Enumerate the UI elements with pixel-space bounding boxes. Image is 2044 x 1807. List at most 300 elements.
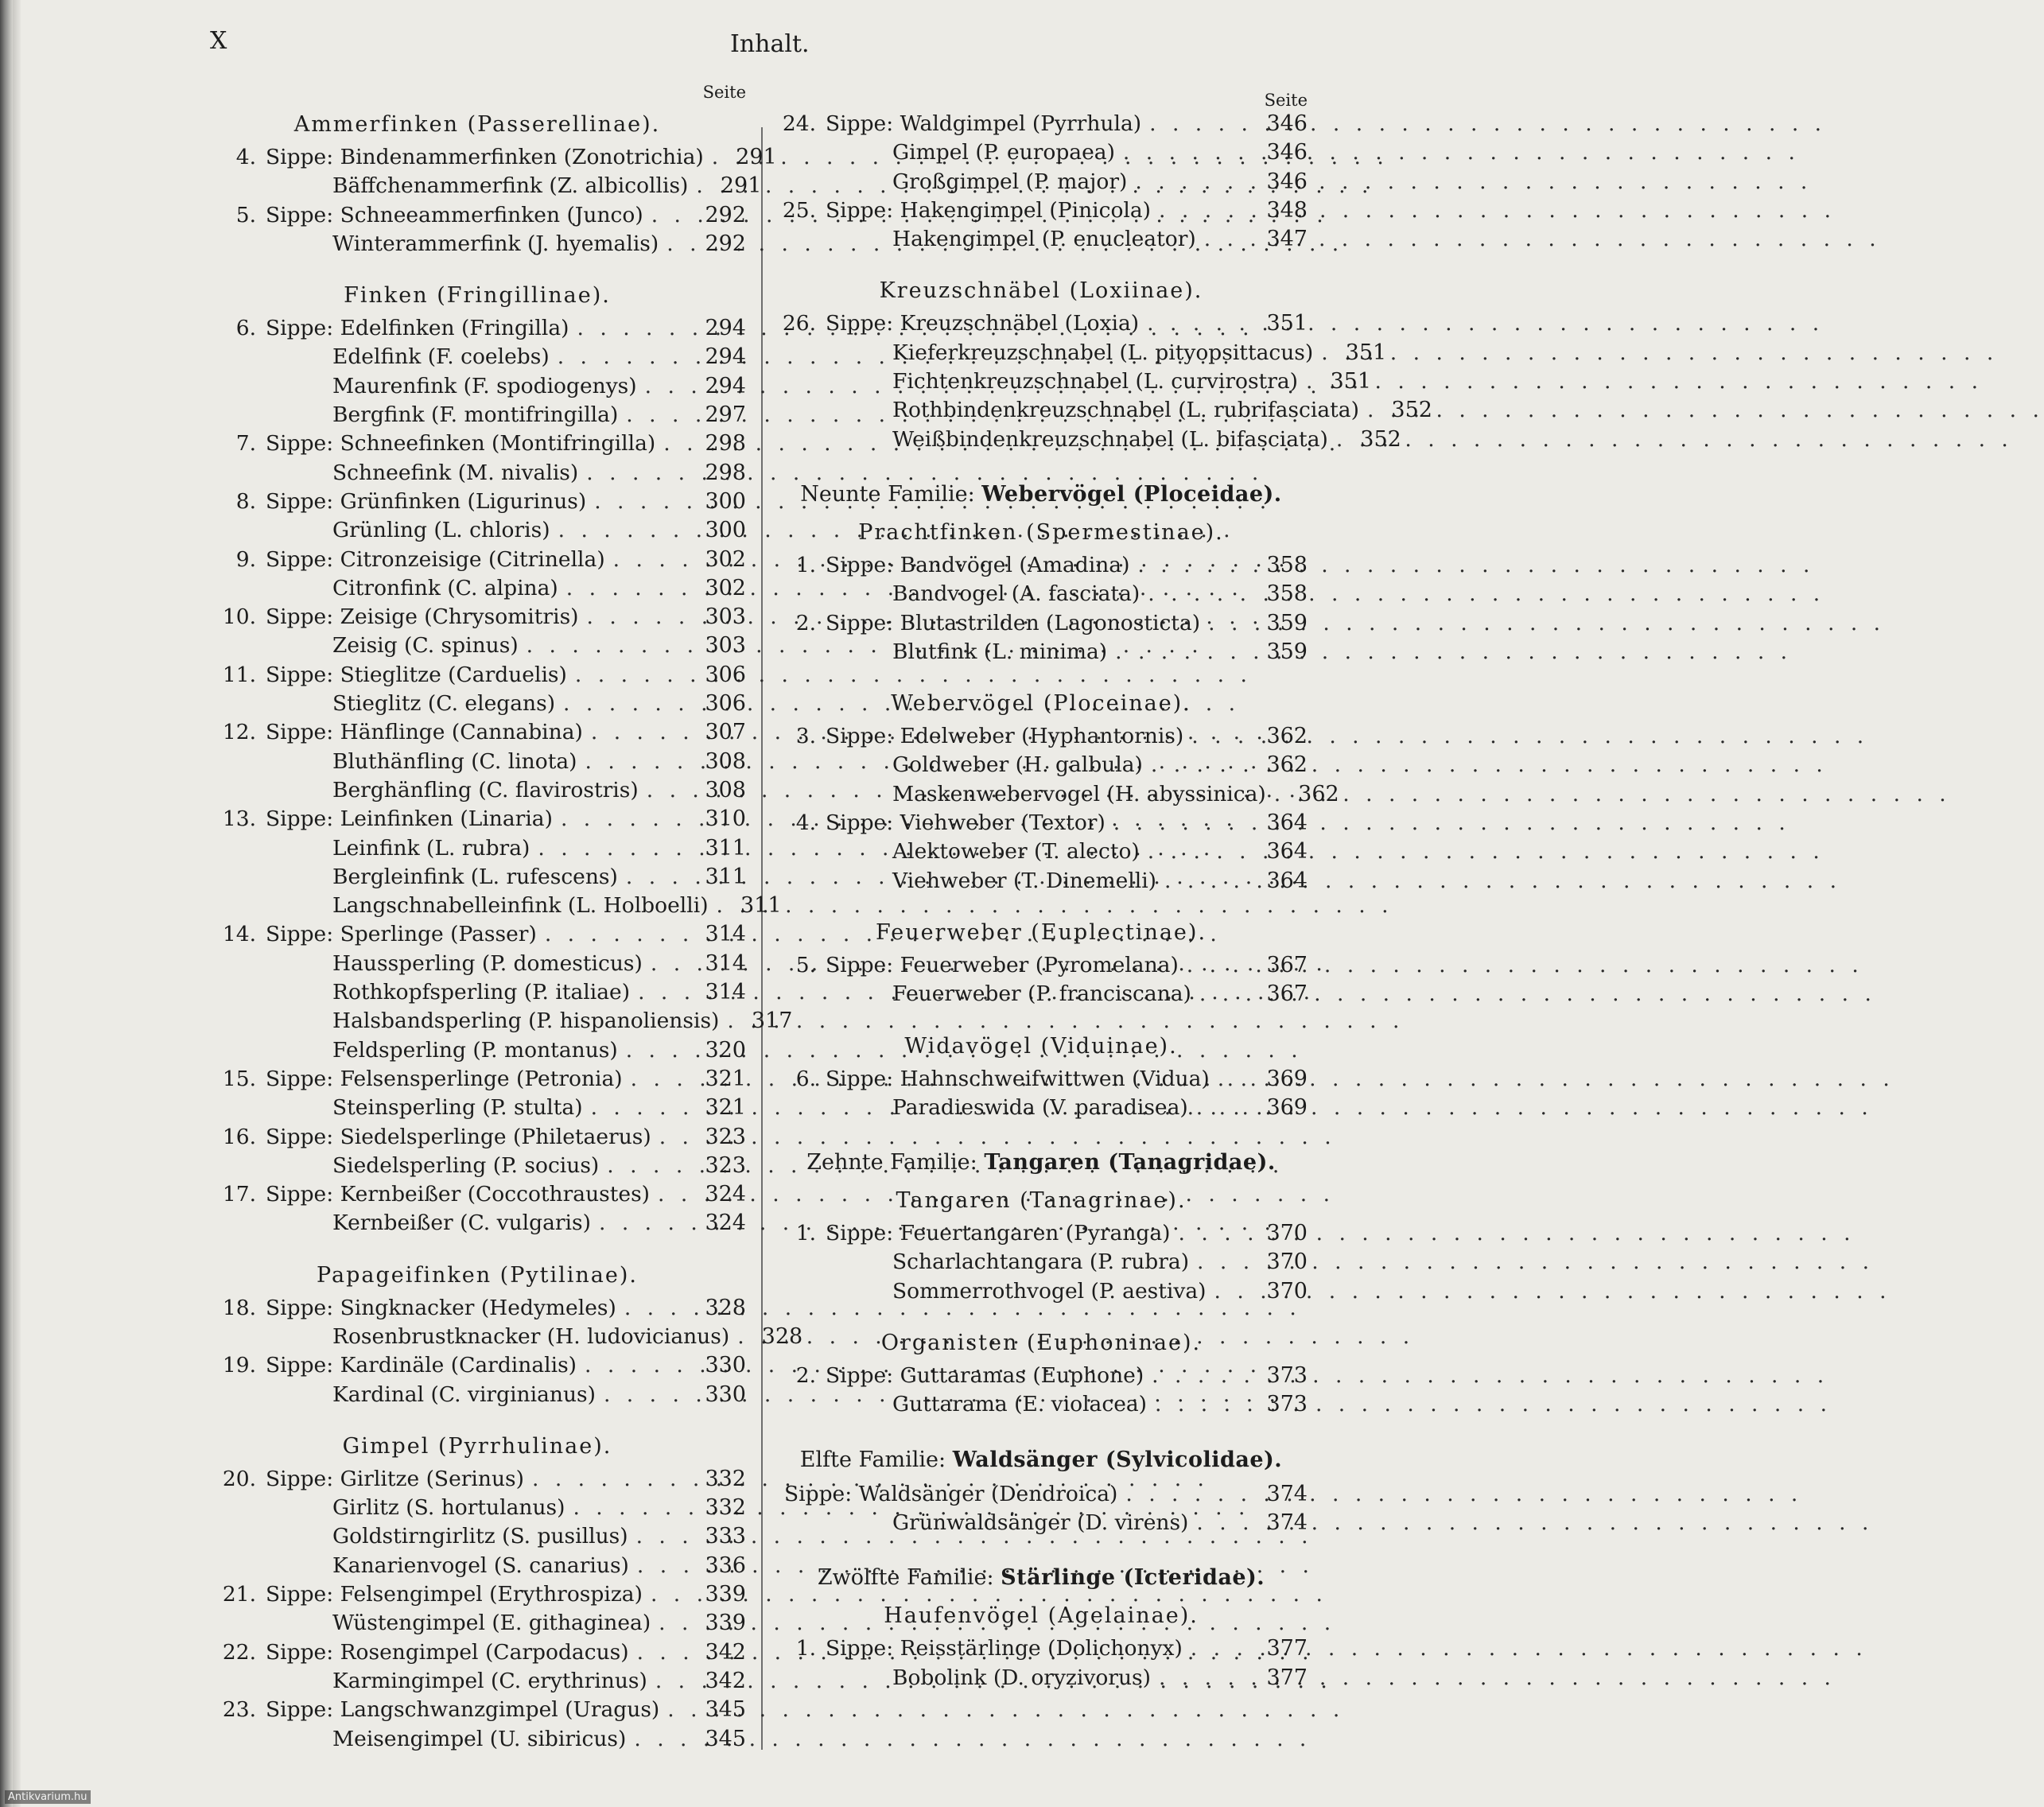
genus-entry-text: Sippe: Schneefinken (Montifringilla) [266,431,656,457]
leader-dots [1179,951,1258,980]
page-ref: 291 [736,145,777,169]
page-ref: 330 [705,1353,746,1378]
species-entry-text: Bobolink (D. oryzivorus) [892,1665,1151,1690]
leader-dots [569,314,698,343]
species-entry-text: Bergfink (F. montifringilla) [332,402,619,428]
seite-label: Seite [1264,91,1308,110]
page-ref: 339 [705,1582,746,1607]
toc-entry[interactable] [775,551,1308,580]
toc-entry[interactable] [208,1180,746,1209]
toc-entry[interactable] [775,225,1308,254]
leader-dots [550,516,697,545]
family-name: Stärlinge (Icteridae). [1001,1565,1265,1591]
leader-dots [537,920,697,949]
page-ref: 346 [1266,111,1308,136]
species-entry-text: Fichtenkreuzschnabel (L. curvirostra) [892,369,1299,394]
toc-entry[interactable] [208,1494,746,1522]
toc-entry[interactable] [775,980,1308,1008]
family-heading [775,1143,1308,1183]
page-ref: 352 [1360,426,1401,452]
toc-entry[interactable] [208,1294,746,1323]
genus-entry-text: Sippe: Rosengimpel (Carpodacus) [266,1639,629,1665]
page-ref: 321 [705,1095,746,1121]
leader-dots [1266,780,1290,809]
page-ref: 314 [705,980,746,1005]
page-ref: 342 [705,1668,746,1693]
toc-entry[interactable] [775,168,1308,196]
page-ref: 362 [1298,781,1339,806]
page-ref: 377 [1266,1665,1308,1690]
page-ref: 308 [705,777,746,802]
genus-entry-text: Sippe: Viehweber (Textor) [826,810,1106,836]
genus-entry-text: Sippe: Edelweber (Hyphantornis) [826,724,1184,749]
entry-number: 6. [235,316,256,341]
page-ref: 352 [1391,398,1432,423]
leader-dots [1313,339,1337,367]
leader-dots [1191,980,1258,1008]
entry-number: 1. [795,1636,816,1661]
leader-dots [1188,1509,1258,1537]
entry-number: 19. [222,1353,256,1378]
page-number: X [210,27,227,55]
leader-dots [1141,110,1258,138]
leader-dots [567,661,697,690]
toc-entry[interactable] [775,951,1308,980]
species-entry-text: Edelfink (F. coelebs) [332,344,550,370]
toc-entry[interactable] [775,1094,1308,1122]
toc-entry[interactable] [208,978,746,1007]
toc-entry[interactable] [208,516,746,545]
genus-entry-text: Sippe: Hahnschweifwittwen (Vidua) [826,1066,1210,1091]
genus-entry-text: Sippe: Bindenammerfinken (Zonotrichia) [266,145,704,169]
species-entry-text: Maurenfink (F. spodiogenys) [332,373,637,398]
page-ref: 367 [1266,981,1308,1007]
page-ref: 330 [705,1381,746,1407]
toc-entry[interactable] [775,580,1308,608]
leader-dots [623,1065,697,1094]
entry-number: 4. [795,810,816,836]
leader-dots [1144,1362,1258,1390]
page-ref: 377 [1266,1636,1308,1661]
page-ref: 323 [705,1124,746,1149]
leader-dots [1196,225,1258,254]
species-entry-text: Grünwaldsänger (D. virens) [892,1510,1189,1535]
species-entry-text: Berghänfling (C. flavirostris) [332,777,639,802]
page-ref: 362 [1266,724,1308,749]
toc-entry[interactable] [208,1725,746,1754]
species-entry-text: Goldstirngirlitz (S. pusillus) [332,1524,628,1549]
leader-dots [555,690,697,718]
species-entry-text: Winterammerfink (J. hyemalis) [332,231,659,256]
toc-entry[interactable] [208,805,746,834]
leader-dots [1171,1219,1258,1248]
leader-dots [626,1725,697,1754]
species-entry-text: Weißbindenkreuzschnabel (L. bifasciata) [892,426,1328,452]
watermark: Antikvarium.hu [5,1790,91,1804]
leader-dots [553,805,697,834]
toc-entry[interactable] [775,751,1308,779]
toc-entry[interactable] [775,609,1308,638]
toc-entry[interactable] [208,429,746,458]
toc-entry[interactable] [775,780,1339,809]
entry-number: 5. [795,952,816,977]
family-name: Tangaren (Tanagridae). [984,1150,1276,1176]
page-ref: 324 [705,1210,746,1236]
leader-dots [647,1667,697,1696]
species-entry-text: Feuerweber (P. franciscana) [892,981,1191,1007]
species-entry-text: Stieglitz (C. elegans) [332,691,556,717]
leader-dots [1143,751,1258,779]
toc-entry[interactable] [208,1522,746,1551]
subfamily-heading: Organisten (Euphoninae). [880,1331,1202,1356]
subfamily-heading: Feuerweber (Euplectinae). [875,919,1207,945]
toc-entry[interactable] [208,172,762,200]
toc-entry[interactable] [208,1065,746,1094]
genus-entry-text: Sippe: Felsengimpel (Erythrospiza) [266,1582,643,1607]
species-entry-text: Kardinal (C. virginianus) [332,1381,596,1407]
toc-entry[interactable] [208,343,746,371]
toc-entry[interactable] [775,1362,1308,1390]
toc-entry[interactable] [775,339,1387,367]
toc-entry[interactable] [208,459,746,488]
entry-number: 5. [235,202,256,227]
toc-entry[interactable] [775,1390,1308,1419]
entry-number: 9. [235,546,256,572]
toc-entry[interactable] [208,1609,746,1638]
leader-dots [688,172,712,200]
seite-label: Seite [702,83,746,102]
entry-number: 26. [782,311,816,336]
species-entry-text: Girlitz (S. hortulanus) [332,1495,565,1521]
leader-dots [1298,367,1322,396]
toc-entry[interactable] [208,1638,746,1667]
toc-entry[interactable] [208,834,746,863]
page-ref: 373 [1266,1363,1308,1389]
leader-dots [519,631,697,660]
page-ref: 332 [705,1466,746,1491]
page-ref: 298 [705,431,746,457]
species-entry-text: Blutfink (L. minima) [892,639,1108,664]
toc-entry[interactable] [775,1248,1308,1277]
species-entry-text: Alektoweber (T. alecto) [892,839,1140,865]
toc-entry[interactable] [775,426,1401,454]
toc-entry[interactable] [208,1667,746,1696]
species-entry-text: Leinfink (L. rubra) [332,835,530,861]
leader-dots [650,1180,697,1209]
page-ref: 346 [1266,140,1308,165]
leader-dots [583,1094,697,1122]
toc-entry[interactable] [208,1465,746,1494]
entry-number: 3. [795,724,816,749]
toc-entry[interactable] [208,776,746,805]
species-entry-text: Kieferkreuzschnabel (L. pityopsittacus) [892,340,1314,365]
toc-entry[interactable] [775,722,1308,751]
species-entry-text: Langschnabelleinfink (L. Holboelli) [332,893,709,919]
toc-entry[interactable] [208,574,746,603]
toc-entry[interactable] [775,1065,1308,1094]
entry-number: 2. [795,610,816,635]
genus-entry-text: Sippe: Guttaramas (Euphone) [826,1363,1144,1389]
genus-entry-text: Sippe: Felsensperlinge (Petronia) [266,1066,623,1091]
species-entry-text: Meisengimpel (U. sibiricus) [332,1726,627,1751]
leader-dots [639,776,697,805]
page-ref: 370 [1266,1221,1308,1246]
page-ref: 345 [705,1726,746,1751]
toc-entry[interactable] [775,809,1308,837]
page-ref: 294 [705,316,746,341]
genus-entry-text: Sippe: Feuertangaren (Pyranga) [826,1221,1171,1246]
species-entry-text: Paradieswida (V. paradisea) [892,1094,1188,1120]
leader-dots [1200,609,1258,638]
toc-entry[interactable] [775,867,1308,896]
genus-entry-text: Sippe: Hänflinge (Cannabina) [266,720,583,745]
page-ref: 351 [1266,311,1308,336]
toc-entry[interactable] [208,920,746,949]
page-ref: 374 [1266,1481,1308,1506]
leader-dots [577,1351,697,1380]
scan-binding-shadow [13,0,21,1807]
subfamily-heading: Ammerfinken (Passerellinae). [293,112,661,137]
leader-dots [659,1696,697,1724]
page-ref: 345 [705,1697,746,1723]
species-entry-text: Bäffchenammerfink (Z. albicollis) [332,173,689,199]
species-entry-text: Citronfink (C. alpina) [332,575,558,600]
entry-number: 1. [795,552,816,577]
species-entry-text: Rothkopfsperling (P. italiae) [332,980,631,1005]
page-ref: 297 [705,402,746,428]
toc-entry[interactable] [208,631,746,660]
leader-dots [550,343,697,371]
toc-entry[interactable] [775,196,1308,225]
leader-dots [651,1609,697,1638]
species-entry-text: Zeisig (C. spinus) [332,633,519,659]
page-ref: 303 [705,604,746,630]
toc-entry[interactable] [775,837,1308,866]
leader-dots [643,201,697,230]
leader-dots [578,459,697,488]
toc-entry[interactable] [775,1664,1308,1692]
page-ref: 358 [1266,581,1308,607]
entry-number: 12. [222,720,256,745]
toc-entry[interactable] [208,314,746,343]
page-ref: 294 [705,344,746,370]
leader-dots [618,401,697,429]
toc-entry[interactable] [775,309,1308,338]
leader-dots [1127,168,1258,196]
toc-entry[interactable] [208,143,777,172]
leader-dots [1107,638,1258,666]
family-heading [775,1440,1308,1480]
leader-dots [1207,1277,1259,1306]
toc-entry[interactable] [208,661,746,690]
page-ref: 291 [720,173,762,199]
page-ref: 321 [705,1066,746,1091]
entry-number: 7. [235,431,256,457]
leader-dots [618,863,697,892]
toc-entry[interactable] [208,1381,746,1409]
entry-number: 24. [782,111,816,136]
toc-entry[interactable] [775,1634,1308,1663]
species-entry-text: Guttarama (E. violacea) [892,1392,1148,1417]
toc-entry[interactable] [208,488,746,516]
leader-dots [1151,1664,1258,1692]
subfamily-heading: Webervögel (Ploceinae). [891,691,1191,717]
species-entry-text: Hakengimpel (P. enucleator) [892,227,1196,252]
leader-dots [1129,551,1258,580]
toc-entry[interactable] [208,863,746,892]
leader-dots [1189,1248,1258,1277]
entry-number: 14. [222,922,256,947]
toc-entry[interactable] [775,1509,1308,1537]
toc-entry[interactable] [208,950,746,978]
leader-dots [1359,396,1383,425]
leader-dots [643,1580,697,1609]
toc-entry[interactable] [208,1094,746,1122]
genus-entry-text: Sippe: Zeisige (Chrysomitris) [266,604,579,630]
toc-entry[interactable] [775,1480,1308,1509]
toc-entry[interactable] [208,230,746,258]
toc-entry[interactable] [208,1351,746,1380]
leader-dots [579,603,697,631]
leader-dots [583,718,697,747]
page-ref: 292 [705,231,746,256]
toc-entry[interactable] [208,1580,746,1609]
species-entry-text: Bluthänfling (C. linota) [332,748,577,774]
leader-dots [618,1036,697,1065]
entry-number: 10. [222,604,256,630]
entry-number: 23. [222,1697,256,1723]
page-ref: 369 [1266,1094,1308,1120]
leader-dots [643,950,697,978]
leader-dots [1328,426,1352,454]
entry-number: 22. [222,1639,256,1665]
subfamily-heading: Papageifinken (Pytilinae). [317,1262,638,1288]
toc-entry[interactable] [775,1219,1308,1248]
toc-entry[interactable] [208,1123,746,1152]
leader-dots [659,230,697,258]
toc-entry[interactable] [208,892,782,920]
toc-entry[interactable] [775,138,1308,167]
page-ref: 320 [705,1037,746,1063]
species-entry-text: Goldweber (H. galbula) [892,752,1143,778]
page-ref: 317 [751,1008,793,1034]
page-ref: 314 [705,950,746,976]
page-ref: 370 [1266,1249,1308,1275]
genus-entry-text: Sippe: Feuerweber (Pyromelana) [826,952,1179,977]
genus-entry-text: Sippe: Edelfinken (Fringilla) [266,316,569,341]
leader-dots [1140,580,1258,608]
page-ref: 359 [1266,639,1308,664]
species-entry-text: Wüstengimpel (E. githaginea) [332,1611,651,1636]
toc-entry[interactable] [208,1036,746,1065]
toc-entry[interactable] [775,110,1308,138]
toc-entry[interactable] [775,367,1372,396]
page-ref: 351 [1330,369,1372,394]
species-entry-text: Großgimpel (P. major) [892,169,1128,194]
subfamily-heading: Kreuzschnäbel (Loxiinae). [879,278,1203,304]
genus-entry-text: Sippe: Stieglitze (Carduelis) [266,662,567,687]
toc-entry[interactable] [208,372,746,401]
page-title: Inhalt. [730,30,810,58]
leader-dots [704,143,728,172]
entry-number: 25. [782,197,816,223]
species-entry-text: Rothbindenkreuzschnabel (L. rubrifasciata) [892,398,1359,423]
subfamily-heading: Widavögel (Viduinae). [904,1033,1178,1059]
leader-dots [719,1007,743,1036]
leader-dots [586,488,697,516]
entry-number: 17. [222,1182,256,1207]
entry-number: 8. [235,488,256,514]
page-ref: 298 [705,460,746,485]
toc-entry[interactable] [208,1209,746,1238]
species-entry-text: Karmingimpel (C. erythrinus) [332,1668,647,1693]
page-ref: 302 [705,575,746,600]
subfamily-heading: Haufenvögel (Agelainae). [884,1603,1199,1629]
family-ordinal: Zwölfte Familie: [817,1565,994,1591]
species-entry-text: Halsbandsperling (P. hispanoliensis) [332,1008,720,1034]
toc-entry[interactable] [208,546,746,574]
species-entry-text: Gimpel (P. europaea) [892,140,1115,165]
entry-number: 11. [222,662,256,687]
species-entry-text: Kernbeißer (C. vulgaris) [332,1210,591,1236]
species-entry-text: Scharlachtangara (P. rubra) [892,1249,1190,1275]
leader-dots [651,1123,697,1152]
page-ref: 328 [705,1295,746,1320]
leader-dots [596,1381,697,1409]
family-name: Webervögel (Ploceidae). [981,481,1282,507]
leader-dots [628,1522,697,1551]
toc-entry[interactable] [208,401,746,429]
leader-dots [729,1323,753,1351]
page-ref: 314 [705,922,746,947]
page-ref: 348 [1266,197,1308,223]
toc-entry[interactable] [775,638,1308,666]
subfamily-heading: Gimpel (Pyrrhulinae). [342,1433,612,1459]
toc-entry[interactable] [775,1277,1308,1306]
page-ref: 292 [705,202,746,227]
leader-dots [591,1209,697,1238]
toc-entry[interactable] [208,201,746,230]
toc-entry[interactable] [208,1152,746,1180]
toc-entry[interactable] [208,1552,746,1580]
species-entry-text: Siedelsperling (P. socius) [332,1152,600,1178]
species-entry-text: Sommerrothvogel (P. aestiva) [892,1278,1207,1304]
genus-entry-text: Sippe: Siedelsperlinge (Philetaerus) [266,1124,651,1149]
entry-number: 6. [795,1066,816,1091]
leader-dots [1210,1065,1258,1094]
page-ref: 367 [1266,952,1308,977]
toc-entry[interactable] [775,396,1432,425]
genus-entry-text: Sippe: Girlitze (Serinus) [266,1466,524,1491]
page-ref: 311 [705,835,746,861]
toc-entry[interactable] [208,1323,803,1351]
toc-entry[interactable] [208,748,746,776]
page-ref: 347 [1266,227,1308,252]
species-entry-text: Kanarienvogel (S. canarius) [332,1552,629,1578]
genus-entry-text: Sippe: Singknacker (Hedymeles) [266,1295,616,1320]
toc-entry[interactable] [208,603,746,631]
genus-entry-text: Sippe: Grünfinken (Ligurinus) [266,488,587,514]
toc-entry[interactable] [208,1696,746,1724]
page-ref: 342 [705,1639,746,1665]
entry-number: 18. [222,1295,256,1320]
toc-entry[interactable] [208,690,746,718]
toc-entry[interactable] [208,1007,793,1036]
species-entry-text: Haussperling (P. domesticus) [332,950,643,976]
leader-dots [637,372,697,401]
toc-entry[interactable] [208,718,746,747]
entry-number: 2. [795,1363,816,1389]
